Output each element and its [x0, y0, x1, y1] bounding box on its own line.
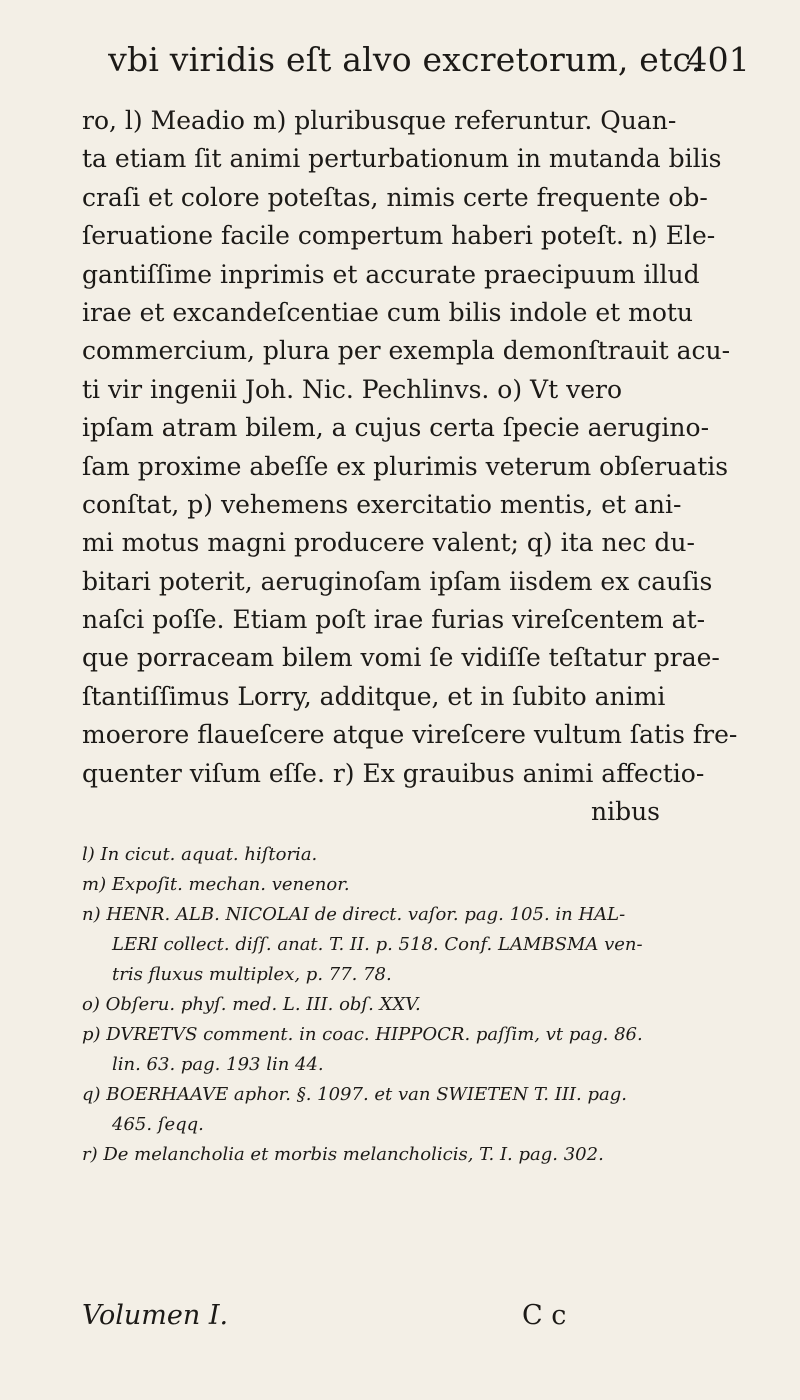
text-line: irae et excandeſcentiae cum bilis indole et motu: [82, 297, 694, 327]
text-line: ſam proxime abeſſe ex plurimis veterum obſeruatis: [82, 451, 729, 481]
text-line: ipſam atram bilem, a cujus certa ſpecie aerugino-: [82, 413, 710, 443]
footnote: m) Expoſit. mechan. venenor.: [82, 874, 350, 895]
running-title: vbi viridis eſt alvo excretorum, etc.: [108, 40, 702, 79]
text-line: mi motus magni producere valent; q) ita nec du-: [82, 528, 695, 558]
footnotes: [82, 840, 750, 1170]
catchword: nibus: [590, 797, 660, 827]
footnote-continuation: lin. 63. pag. 193 lin 44.: [112, 1054, 324, 1075]
text-line: ſeruatione facile compertum haberi poteſt. n) Ele-: [82, 221, 716, 251]
main-text: [82, 102, 750, 831]
footnote-continuation: LERI collect. diſſ. anat. T. II. p. 518. Conf. LAMBSMA ven-: [112, 934, 643, 955]
page-number: 401: [686, 40, 750, 79]
running-header: [60, 40, 750, 80]
text-line: moerore flaueſcere atque vireſcere vultum ſatis fre-: [82, 720, 738, 750]
text-line: commercium, plura per exempla demonſtrauit acu-: [82, 336, 731, 366]
text-line: gantiſſime inprimis et accurate praecipuum illud: [82, 259, 700, 289]
text-line: ti vir ingenii Joh. Nic. Pechlinvs. o) Vt vero: [82, 374, 623, 404]
footnote: n) HENR. ALB. NICOLAI de direct. vaſor. pag. 105. in HAL-: [82, 904, 626, 925]
text-line: ro, l) Meadio m) pluribusque referuntur. Quan-: [82, 106, 677, 135]
text-line: craſi et colore poteſtas, nimis certe frequente ob-: [82, 182, 708, 212]
volume-label: Volumen I.: [82, 1300, 229, 1331]
footnote: o) Obſeru. phyſ. med. L. III. obſ. XXV.: [82, 994, 421, 1015]
text-line: que porraceam bilem vomi ſe vidiſſe teſtatur prae-: [82, 643, 720, 673]
text-line: quenter viſum eſſe. r) Ex grauibus animi affectio-: [82, 758, 705, 788]
footnote-continuation: 465. ſeqq.: [112, 1114, 204, 1135]
footnote: p) DVRETVS comment. in coac. HIPPOCR. paſſim, vt pag. 86.: [82, 1024, 643, 1045]
text-line: bitari poterit, aeruginoſam ipſam iisdem ex cauſis: [82, 566, 713, 596]
page-footer: [82, 1300, 682, 1332]
footnote-continuation: tris fluxus multiplex, p. 77. 78.: [112, 964, 392, 985]
signature-mark: C c: [522, 1300, 567, 1331]
footnote: r) De melancholia et morbis melancholicis, T. I. pag. 302.: [82, 1144, 604, 1165]
text-line: conſtat, p) vehemens exercitatio mentis, et ani-: [82, 489, 682, 519]
text-line: ta etiam ſit animi perturbationum in mutanda bilis: [82, 144, 722, 174]
text-line: naſci poſſe. Etiam poſt irae furias vireſcentem at-: [82, 605, 706, 635]
footnote: l) In cicut. aquat. hiſtoria.: [82, 844, 318, 865]
text-line: ſtantiſſimus Lorry, additque, et in ſubito animi: [82, 681, 666, 711]
footnote: q) BOERHAAVE aphor. §. 1097. et van SWIETEN T. III. pag.: [82, 1084, 627, 1105]
